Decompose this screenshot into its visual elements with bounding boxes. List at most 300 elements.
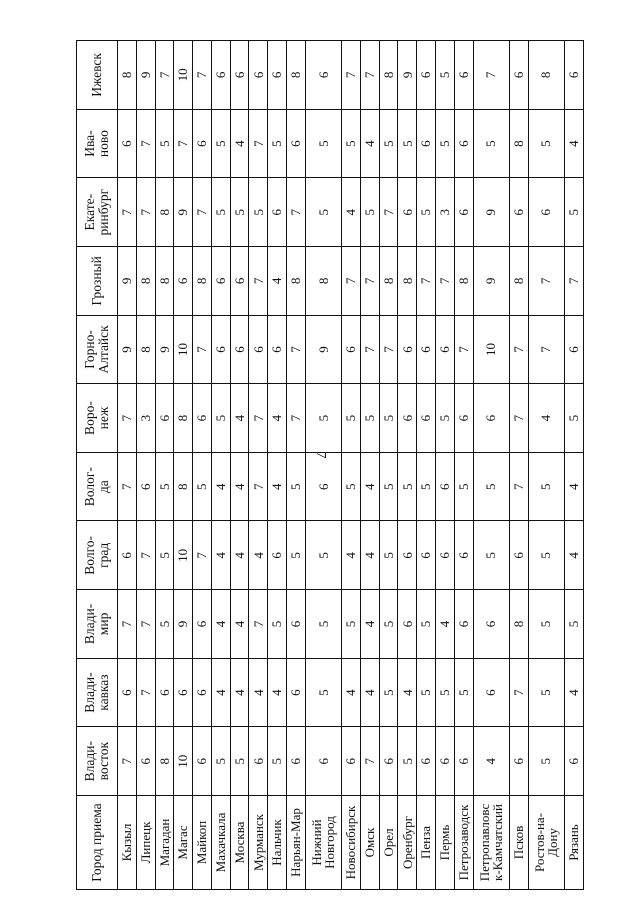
- table-cell: 4: [473, 727, 509, 796]
- table-cell: 7: [174, 109, 193, 178]
- table-cell: 6: [305, 727, 341, 796]
- table-cell: 9: [305, 315, 341, 384]
- table-cell: 7: [193, 521, 212, 590]
- header-city-4: Волго- град: [77, 521, 118, 590]
- table-cell: 6: [287, 590, 306, 659]
- table-cell: 5: [305, 109, 341, 178]
- table-cell: 5: [287, 521, 306, 590]
- table-cell: 5: [305, 521, 341, 590]
- table-cell: 7: [193, 41, 212, 110]
- table-row: [230, 41, 249, 890]
- table-cell: 6: [417, 315, 436, 384]
- table-cell: 5: [528, 109, 564, 178]
- table-cell: 6: [193, 109, 212, 178]
- table-cell: 6: [342, 315, 361, 384]
- table-cell: 6: [379, 727, 398, 796]
- table-cell: 7: [342, 247, 361, 316]
- table-cell: 6: [564, 41, 583, 110]
- header-city-11: Ижевск: [77, 41, 118, 110]
- table-cell: 9: [155, 315, 174, 384]
- table-cell: 7: [454, 315, 473, 384]
- table-row: [528, 41, 564, 890]
- table-cell: 4: [342, 178, 361, 247]
- table-row: [360, 41, 379, 890]
- table-cell: 5: [528, 452, 564, 521]
- table-cell: 5: [398, 452, 417, 521]
- table-cell: 7: [118, 384, 137, 453]
- table-cell: 6: [230, 41, 249, 110]
- row-city-name: Пенза: [417, 796, 436, 890]
- table-cell: 6: [305, 452, 341, 521]
- row-city-name: Майкоп: [193, 796, 212, 890]
- table-cell: 5: [230, 178, 249, 247]
- row-city-name: Петрозаводск: [454, 796, 473, 890]
- table-cell: 10: [174, 727, 193, 796]
- table-cell: 6: [473, 590, 509, 659]
- table-cell: 6: [436, 521, 455, 590]
- header-city-7: Горно- Алтайск: [77, 315, 118, 384]
- table-cell: 5: [155, 109, 174, 178]
- table-cell: 8: [305, 247, 341, 316]
- table-cell: 4: [436, 590, 455, 659]
- table-cell: 3: [136, 384, 155, 453]
- table-cell: 9: [118, 315, 137, 384]
- table-row: [454, 41, 473, 890]
- table-body: [118, 41, 584, 890]
- table-cell: 6: [509, 178, 528, 247]
- table-cell: 4: [360, 590, 379, 659]
- table-cell: 5: [473, 109, 509, 178]
- table-cell: 4: [342, 521, 361, 590]
- table-cell: 6: [268, 315, 287, 384]
- table-cell: 4: [249, 658, 268, 727]
- table-cell: 5: [211, 727, 230, 796]
- table-cell: 8: [118, 41, 137, 110]
- table-cell: 5: [398, 727, 417, 796]
- table-cell: 7: [360, 727, 379, 796]
- table-cell: 7: [528, 247, 564, 316]
- row-city-name: Рязань: [564, 796, 583, 890]
- row-city-name: Петропавловс к-Камчатский: [473, 796, 509, 890]
- table-cell: 6: [249, 727, 268, 796]
- table-cell: 6: [193, 727, 212, 796]
- page-number: 7: [313, 451, 328, 459]
- table-cell: 6: [136, 727, 155, 796]
- table-cell: 6: [564, 315, 583, 384]
- table-cell: 6: [305, 41, 341, 110]
- table-cell: 10: [174, 521, 193, 590]
- table-cell: 5: [268, 590, 287, 659]
- table-cell: 7: [360, 315, 379, 384]
- table-cell: 4: [230, 384, 249, 453]
- table-cell: 10: [473, 315, 509, 384]
- table-row: [287, 41, 306, 890]
- table-cell: 8: [193, 247, 212, 316]
- table-cell: 5: [528, 658, 564, 727]
- table-cell: 5: [436, 41, 455, 110]
- table-cell: 6: [155, 658, 174, 727]
- row-city-name: Магадан: [155, 796, 174, 890]
- table-cell: 4: [360, 521, 379, 590]
- table-cell: 5: [436, 109, 455, 178]
- table-cell: 7: [118, 452, 137, 521]
- table-cell: 7: [564, 247, 583, 316]
- row-city-name: Махачкала: [211, 796, 230, 890]
- table-row: [379, 41, 398, 890]
- table-cell: 8: [287, 41, 306, 110]
- table-cell: 6: [249, 41, 268, 110]
- table-cell: 7: [509, 384, 528, 453]
- table-cell: 8: [155, 247, 174, 316]
- table-cell: 4: [564, 452, 583, 521]
- table-cell: 6: [287, 727, 306, 796]
- table-cell: 8: [136, 247, 155, 316]
- table-cell: 5: [379, 658, 398, 727]
- table-cell: 4: [211, 452, 230, 521]
- table-row: [211, 41, 230, 890]
- table-row: [174, 41, 193, 890]
- table-cell: 3: [436, 178, 455, 247]
- table-cell: 4: [230, 109, 249, 178]
- table-cell: 6: [436, 315, 455, 384]
- table-cell: 8: [509, 109, 528, 178]
- table-cell: 7: [136, 590, 155, 659]
- table-cell: 5: [249, 178, 268, 247]
- table-row: [473, 41, 509, 890]
- row-city-name: Ростов-на- Дону: [528, 796, 564, 890]
- table-cell: 5: [211, 178, 230, 247]
- row-city-name: Пермь: [436, 796, 455, 890]
- row-city-name: Оренбург: [398, 796, 417, 890]
- table-cell: 5: [342, 452, 361, 521]
- table-cell: 5: [436, 384, 455, 453]
- table-cell: 6: [528, 178, 564, 247]
- table-cell: 5: [342, 109, 361, 178]
- table-cell: 6: [174, 247, 193, 316]
- table-cell: 7: [249, 109, 268, 178]
- table-cell: 6: [509, 727, 528, 796]
- table-cell: 6: [211, 247, 230, 316]
- table-cell: 4: [360, 452, 379, 521]
- table-cell: 6: [287, 658, 306, 727]
- table-cell: 6: [454, 41, 473, 110]
- table-cell: 10: [174, 315, 193, 384]
- table-cell: 4: [268, 384, 287, 453]
- table-cell: 5: [230, 727, 249, 796]
- table-cell: 7: [287, 315, 306, 384]
- table-cell: 4: [564, 521, 583, 590]
- table-cell: 5: [305, 658, 341, 727]
- header-city-8: Грозный: [77, 247, 118, 316]
- table-cell: 4: [211, 658, 230, 727]
- table-cell: 6: [193, 384, 212, 453]
- table-cell: 5: [155, 590, 174, 659]
- table-cell: 5: [454, 658, 473, 727]
- table-cell: 6: [193, 590, 212, 659]
- table-cell: 5: [417, 590, 436, 659]
- table-cell: 7: [136, 521, 155, 590]
- table-cell: 7: [360, 247, 379, 316]
- table-cell: 5: [417, 658, 436, 727]
- table-cell: 7: [249, 384, 268, 453]
- table-cell: 6: [417, 521, 436, 590]
- table-cell: 6: [118, 658, 137, 727]
- table-cell: 6: [118, 521, 137, 590]
- row-city-name: Нарьян-Мар: [287, 796, 306, 890]
- table-cell: 4: [360, 658, 379, 727]
- table-cell: 6: [268, 178, 287, 247]
- table-cell: 5: [193, 452, 212, 521]
- header-city-9: Екате- ринбург: [77, 178, 118, 247]
- table-cell: 10: [174, 41, 193, 110]
- row-city-name: Мурманск: [249, 796, 268, 890]
- table-cell: 7: [249, 247, 268, 316]
- row-city-name: Нижний Новгород: [305, 796, 341, 890]
- table-cell: 7: [509, 658, 528, 727]
- row-city-name: Магас: [174, 796, 193, 890]
- table-cell: 7: [287, 384, 306, 453]
- table-cell: 5: [417, 178, 436, 247]
- table-cell: 5: [268, 109, 287, 178]
- table-cell: 8: [509, 247, 528, 316]
- table-cell: 6: [136, 452, 155, 521]
- table-cell: 5: [379, 452, 398, 521]
- header-city-6: Воро- неж: [77, 384, 118, 453]
- table-cell: 6: [417, 384, 436, 453]
- table-cell: 4: [268, 452, 287, 521]
- table-cell: 6: [417, 109, 436, 178]
- table-cell: 6: [454, 727, 473, 796]
- table-cell: 7: [136, 658, 155, 727]
- table-cell: 7: [342, 41, 361, 110]
- table-cell: 5: [564, 384, 583, 453]
- table-cell: 8: [136, 315, 155, 384]
- table-cell: 6: [193, 658, 212, 727]
- table-cell: 7: [136, 178, 155, 247]
- table-cell: 7: [417, 247, 436, 316]
- row-city-name: Москва: [230, 796, 249, 890]
- table-row: [398, 41, 417, 890]
- table-cell: 4: [230, 658, 249, 727]
- table-cell: 7: [509, 315, 528, 384]
- header-city-5: Волог- да: [77, 452, 118, 521]
- table-cell: 7: [379, 178, 398, 247]
- table-cell: 4: [342, 658, 361, 727]
- table-row: [268, 41, 287, 890]
- table-cell: 4: [211, 590, 230, 659]
- table-cell: 5: [379, 384, 398, 453]
- table-cell: 4: [268, 247, 287, 316]
- table-cell: 6: [287, 109, 306, 178]
- table-row: [342, 41, 361, 890]
- table-cell: 7: [249, 452, 268, 521]
- table-cell: 5: [342, 590, 361, 659]
- table-cell: 9: [174, 590, 193, 659]
- header-city: Город приема: [77, 796, 118, 890]
- table-cell: 9: [174, 178, 193, 247]
- table-cell: 6: [211, 315, 230, 384]
- table-cell: 5: [342, 384, 361, 453]
- table-cell: 5: [360, 384, 379, 453]
- table-cell: 6: [211, 41, 230, 110]
- table-cell: 7: [509, 452, 528, 521]
- table-cell: 6: [417, 727, 436, 796]
- table-row: [136, 41, 155, 890]
- table-cell: 7: [249, 590, 268, 659]
- table-cell: 4: [360, 109, 379, 178]
- table-cell: 5: [528, 727, 564, 796]
- row-city-name: Псков: [509, 796, 528, 890]
- table-cell: 6: [398, 178, 417, 247]
- table-cell: 5: [454, 452, 473, 521]
- table-cell: 7: [473, 41, 509, 110]
- table-cell: 6: [155, 384, 174, 453]
- table-cell: 4: [564, 109, 583, 178]
- table-cell: 5: [360, 178, 379, 247]
- table-cell: 5: [211, 384, 230, 453]
- table-cell: 6: [454, 590, 473, 659]
- table-cell: 4: [230, 590, 249, 659]
- table-cell: 6: [454, 521, 473, 590]
- table-cell: 8: [379, 247, 398, 316]
- table-cell: 5: [564, 178, 583, 247]
- table-cell: 5: [305, 178, 341, 247]
- travel-time-table: [76, 40, 584, 890]
- table-cell: 6: [454, 384, 473, 453]
- table-cell: 8: [528, 41, 564, 110]
- table-cell: 8: [174, 384, 193, 453]
- table-cell: 7: [287, 178, 306, 247]
- table-cell: 4: [249, 521, 268, 590]
- table-row: [417, 41, 436, 890]
- table-cell: 8: [398, 247, 417, 316]
- row-city-name: Орел: [379, 796, 398, 890]
- row-city-name: Нальчик: [268, 796, 287, 890]
- table-cell: 4: [268, 658, 287, 727]
- table-cell: 5: [379, 109, 398, 178]
- table-cell: 5: [417, 452, 436, 521]
- table-cell: 6: [249, 315, 268, 384]
- table-cell: 6: [436, 727, 455, 796]
- header-city-2: Влади- кавказ: [77, 658, 118, 727]
- table-cell: 5: [564, 590, 583, 659]
- table-cell: 4: [230, 521, 249, 590]
- table-header-row: [77, 41, 118, 890]
- table-cell: 6: [454, 178, 473, 247]
- header-city-10: Ива- ново: [77, 109, 118, 178]
- table-cell: 4: [211, 521, 230, 590]
- table-cell: 5: [398, 109, 417, 178]
- table-cell: 6: [174, 658, 193, 727]
- table-row: [305, 41, 341, 890]
- table-cell: 6: [268, 41, 287, 110]
- table-cell: 6: [268, 521, 287, 590]
- table-cell: 7: [528, 315, 564, 384]
- table-cell: 8: [454, 247, 473, 316]
- table-cell: 9: [473, 178, 509, 247]
- table-cell: 6: [398, 315, 417, 384]
- table-cell: 5: [473, 452, 509, 521]
- header-city-3: Влади- мир: [77, 590, 118, 659]
- table-cell: 9: [398, 41, 417, 110]
- table-cell: 7: [118, 727, 137, 796]
- rotated-table-container: [76, 40, 584, 890]
- table-cell: 6: [342, 727, 361, 796]
- table-cell: 7: [360, 41, 379, 110]
- table-cell: 4: [564, 658, 583, 727]
- table-cell: 6: [436, 452, 455, 521]
- table-row: [193, 41, 212, 890]
- table-cell: 4: [528, 384, 564, 453]
- table-cell: 7: [193, 178, 212, 247]
- table-cell: 7: [155, 41, 174, 110]
- table-cell: 8: [287, 247, 306, 316]
- table-cell: 6: [398, 384, 417, 453]
- table-cell: 7: [118, 178, 137, 247]
- table-cell: 8: [155, 178, 174, 247]
- table-cell: 9: [118, 247, 137, 316]
- table-cell: 5: [305, 590, 341, 659]
- table-row: [564, 41, 583, 890]
- table-cell: 6: [473, 384, 509, 453]
- table-cell: 5: [379, 590, 398, 659]
- table-cell: 5: [211, 109, 230, 178]
- table-cell: 6: [398, 521, 417, 590]
- table-cell: 4: [398, 658, 417, 727]
- table-cell: 6: [454, 109, 473, 178]
- table-cell: 7: [436, 247, 455, 316]
- table-cell: 8: [155, 727, 174, 796]
- table-cell: 7: [379, 315, 398, 384]
- table-cell: 6: [230, 315, 249, 384]
- table-cell: 5: [305, 384, 341, 453]
- table-cell: 5: [436, 658, 455, 727]
- row-city-name: Омск: [360, 796, 379, 890]
- row-city-name: Липецк: [136, 796, 155, 890]
- table-cell: 6: [118, 109, 137, 178]
- table-row: [436, 41, 455, 890]
- table-cell: 8: [379, 41, 398, 110]
- table-cell: 5: [528, 521, 564, 590]
- table-cell: 6: [564, 727, 583, 796]
- table-cell: 8: [174, 452, 193, 521]
- table-cell: 4: [230, 452, 249, 521]
- table-cell: 5: [379, 521, 398, 590]
- table-row: [155, 41, 174, 890]
- table-cell: 6: [473, 658, 509, 727]
- row-city-name: Новосибирск: [342, 796, 361, 890]
- table-cell: 5: [287, 452, 306, 521]
- table-cell: 5: [268, 727, 287, 796]
- table-cell: 6: [417, 41, 436, 110]
- table-cell: 5: [473, 521, 509, 590]
- table-cell: 9: [136, 41, 155, 110]
- table-row: [509, 41, 528, 890]
- table-row: [118, 41, 137, 890]
- table-cell: 7: [136, 109, 155, 178]
- table-cell: 6: [509, 521, 528, 590]
- table-cell: 7: [118, 590, 137, 659]
- header-city-1: Влади- восток: [77, 727, 118, 796]
- row-city-name: Кызыл: [118, 796, 137, 890]
- table-cell: 5: [155, 521, 174, 590]
- table-cell: 5: [528, 590, 564, 659]
- table-cell: 7: [193, 315, 212, 384]
- table-cell: 6: [398, 590, 417, 659]
- table-cell: 8: [509, 590, 528, 659]
- table-cell: 6: [509, 41, 528, 110]
- table-row: [249, 41, 268, 890]
